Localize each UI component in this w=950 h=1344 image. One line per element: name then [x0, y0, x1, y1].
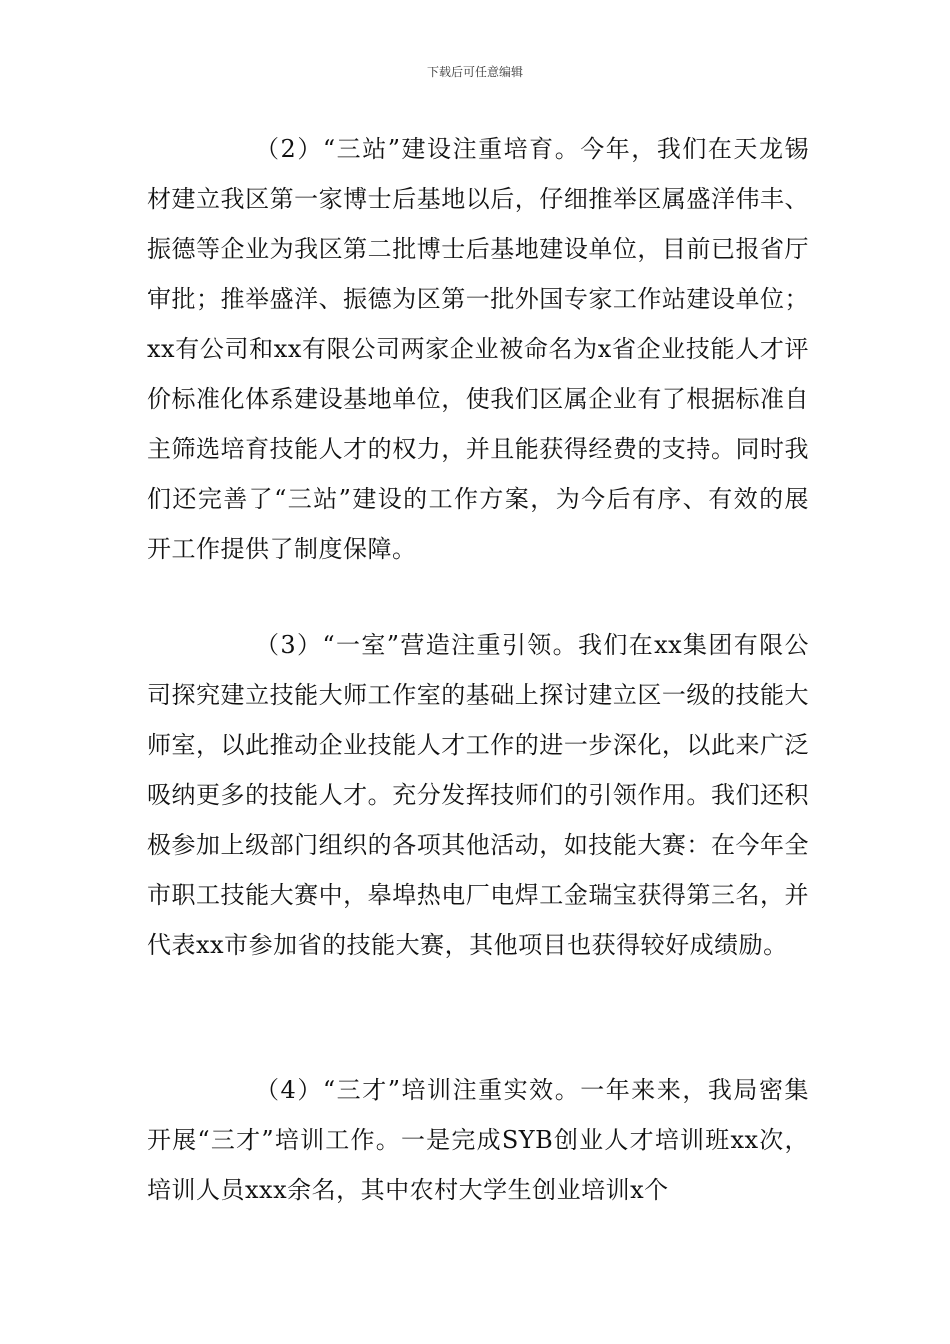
page-header: 下载后可任意编辑	[426, 65, 523, 79]
paragraph-text: （2）“三站”建设注重培育。今年，我们在天龙锡材建立我区第一家博士后基地以后，仔细推举区属盛洋伟丰、振德等企业为我区第二批博士后基地建设单位，目前已报省厅审批；推举盛洋、振德为区第一批外国专家工作站建设单位；xx有公司和xx有限公司两家企业被命名为x省企业技能人才评价标准化体系建设基地单位，使我们区属企业有了根据标准自主筛选培育技能人才的权力，并且能获得经费的支持。同时我们还完善了“三站”建设的工作方案，为今后有序、有效的展开工作提供了制度保障。	[147, 135, 809, 563]
paragraph-san-cai	[147, 1065, 809, 1215]
paragraph-san-zhan	[147, 124, 809, 574]
paragraph-yi-shi	[147, 620, 809, 970]
paragraph-text: （4）“三才”培训注重实效。一年来来，我局密集开展“三才”培训工作。一是完成SYB创业人才培训班xx次，培训人员xxx余名，其中农村大学生创业培训x个	[147, 1076, 809, 1204]
paragraph-text: （3）“一室”营造注重引领。我们在xx集团有限公司探究建立技能大师工作室的基础上探讨建立区一级的技能大师室，以此推动企业技能人才工作的进一步深化，以此来广泛吸纳更多的技能人才。充分发挥技师们的引领作用。我们还积极参加上级部门组织的各项其他活动，如技能大赛：在今年全市职工技能大赛中，皋埠热电厂电焊工金瑞宝获得第三名，并代表xx市参加省的技能大赛，其他项目也获得较好成绩励。	[147, 631, 809, 959]
